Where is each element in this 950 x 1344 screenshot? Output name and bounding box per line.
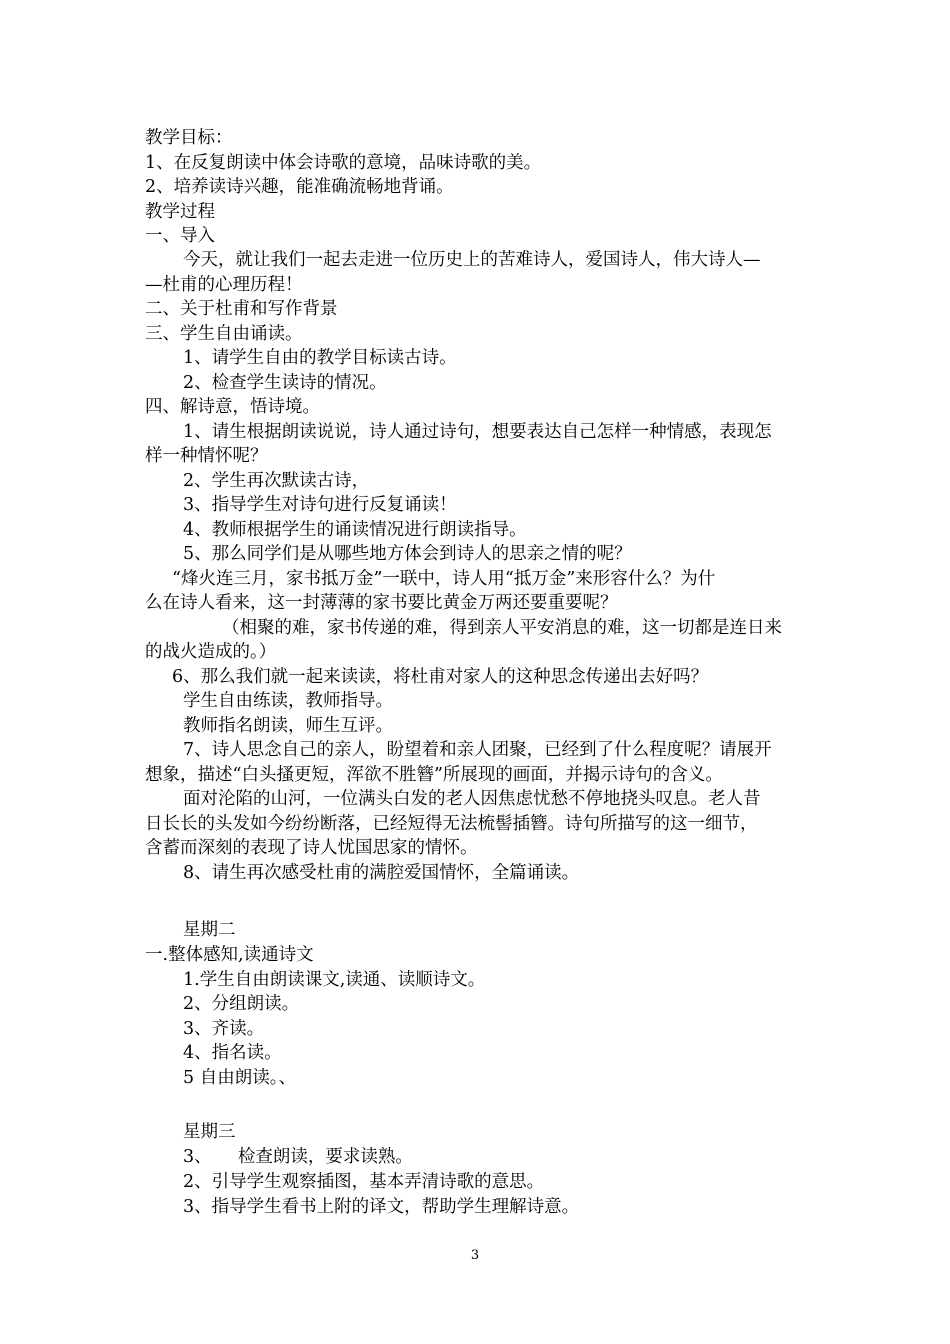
text-line: 5 自由朗读。、 — [183, 1068, 296, 1088]
text-line: （相聚的难，家书传递的难，得到亲人平安消息的难，这一切都是连日来 — [222, 618, 782, 638]
text-line: 面对沦陷的山河，一位满头白发的老人因焦虑忧愁不停地挠头叹息。老人昔 — [183, 789, 761, 809]
text-line: 5、那么同学们是从哪些地方体会到诗人的思亲之情的呢？ — [183, 544, 632, 564]
text-line: 教师指名朗读，师生互评。 — [183, 716, 393, 736]
text-line: 3、指导学生对诗句进行反复诵读！ — [183, 495, 457, 515]
text-line: 3、指导学生看书上附的译文，帮助学生理解诗意。 — [183, 1197, 580, 1217]
text-line: 一.整体感知,读通诗文 — [145, 945, 314, 965]
text-line: 2、检查学生读诗的情况。 — [183, 373, 387, 393]
text-line: 三、学生自由诵读。 — [145, 324, 303, 344]
text-line: 1、请学生自由的教学目标读古诗。 — [183, 348, 457, 368]
text-line: 二、关于杜甫和写作背景 — [145, 299, 338, 319]
text-line: —杜甫的心理历程！ — [145, 275, 303, 295]
section-heading: 星期二 — [183, 920, 236, 940]
text-line: 4、教师根据学生的诵读情况进行朗读指导。 — [183, 520, 527, 540]
text-line: 四、解诗意，悟诗境。 — [145, 397, 320, 417]
text-line: 学生自由练读，教师指导。 — [183, 691, 393, 711]
text-line: 8、请生再次感受杜甫的满腔爱国情怀，全篇诵读。 — [183, 863, 580, 883]
text-line: 1、在反复朗读中体会诗歌的意境，品味诗歌的美。 — [145, 153, 542, 173]
text-line: 日长长的头发如今纷纷断落，已经短得无法梳髻插簪。诗句所描写的这一细节， — [145, 814, 758, 834]
text-line: 7、诗人思念自己的亲人，盼望着和亲人团聚，已经到了什么程度呢？请展开 — [183, 740, 772, 760]
text-line: 1、请生根据朗读说说，诗人通过诗句，想要表达自己怎样一种情感，表现怎 — [183, 422, 772, 442]
text-line: 今天，就让我们一起去走进一位历史上的苦难诗人，爱国诗人，伟大诗人— — [183, 250, 761, 270]
text-line: 4、指名读。 — [183, 1043, 282, 1063]
text-line: 3、 检查朗读，要求读熟。 — [183, 1147, 413, 1167]
text-line: 的战火造成的。） — [145, 642, 277, 662]
text-line: 想象，描述“白头搔更短，浑欲不胜簪”所展现的画面，并揭示诗句的含义。 — [145, 765, 723, 785]
text-line: 2、学生再次默读古诗， — [183, 471, 370, 491]
page-number: 3 — [470, 1248, 480, 1263]
text-line: 一、导入 — [145, 226, 215, 246]
text-line: 么在诗人看来，这一封薄薄的家书要比黄金万两还要重要呢？ — [145, 593, 618, 613]
text-line: 2、分组朗读。 — [183, 994, 300, 1014]
text-line: “烽火连三月，家书抵万金”一联中，诗人用“抵万金”来形容什么？为什 — [172, 569, 716, 589]
text-line: 3、齐读。 — [183, 1019, 265, 1039]
section-heading: 星期三 — [183, 1122, 236, 1142]
text-line: 教学目标： — [145, 128, 233, 148]
text-line: 1.学生自由朗读课文,读通、读顺诗文。 — [183, 970, 486, 990]
text-line: 含蓄而深刻的表现了诗人忧国思家的情怀。 — [145, 838, 478, 858]
text-line: 教学过程 — [145, 202, 215, 222]
text-line: 6、那么我们就一起来读读，将杜甫对家人的这种思念传递出去好吗？ — [172, 667, 709, 687]
text-line: 2、培养读诗兴趣，能准确流畅地背诵。 — [145, 177, 454, 197]
text-line: 样一种情怀呢？ — [145, 446, 268, 466]
text-line: 2、引导学生观察插图，基本弄清诗歌的意思。 — [183, 1172, 545, 1192]
